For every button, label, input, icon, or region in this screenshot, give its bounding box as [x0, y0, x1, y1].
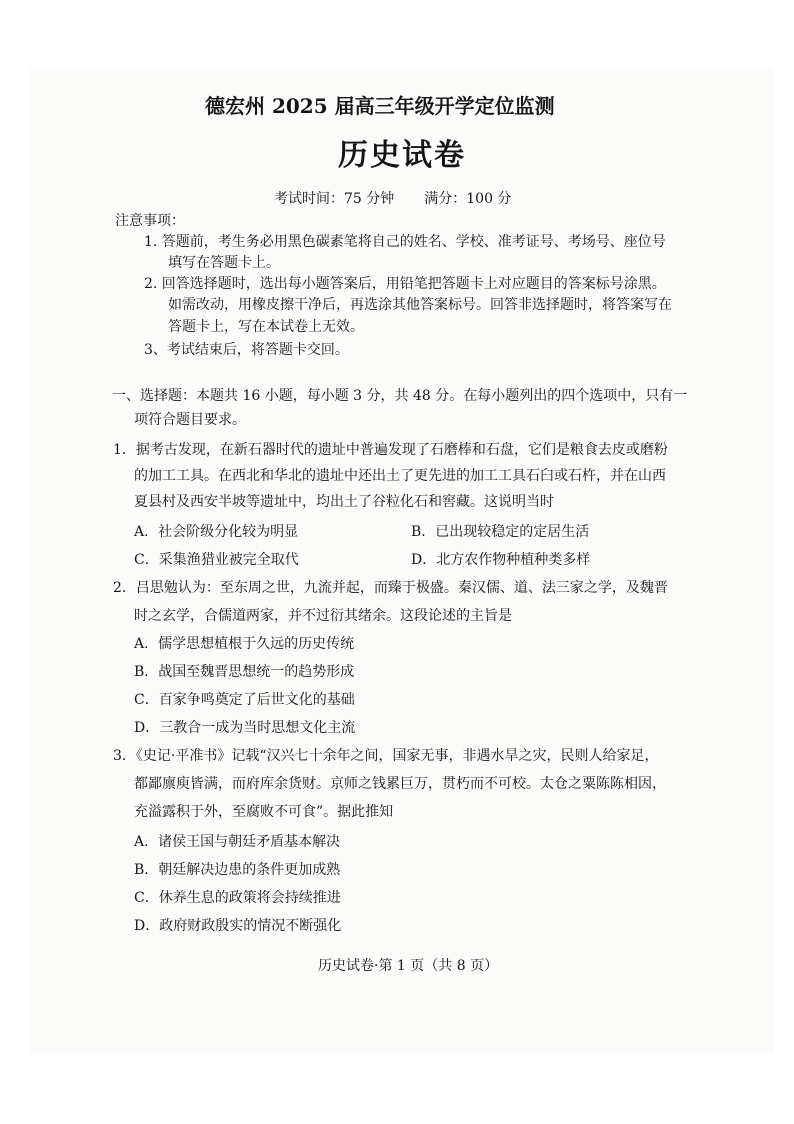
page-footer: 历史试卷·第 1 页（共 8 页）	[318, 958, 499, 974]
section-1-line-1: 一、选择题：本题共 16 小题，每小题 3 分，共 48 分。在每小题列出的四个选项中，只有一	[112, 388, 688, 404]
q2-option-d: D．三教合一成为当时思想文化主流	[134, 720, 356, 736]
q3-option-b: B．朝廷解决边患的条件更加成熟	[134, 862, 341, 878]
exam-time: 考试时间：75 分钟	[274, 191, 395, 207]
q1-option-b: B．已出现较稳定的定居生活	[411, 524, 590, 540]
note-2-line-1: 2. 回答选择题时，选出每小题答案后，用铅笔把答题卡上对应题目的答案标号涂黑。	[144, 276, 666, 292]
q2-option-b: B．战国至魏晋思想统一的趋势形成	[134, 664, 355, 680]
note-2-line-3: 答题卡上，写在本试卷上无效。	[168, 319, 364, 335]
note-1-line-1: 1. 答题前，考生务必用黑色碳素笔将自己的姓名、学校、准考证号、考场号、座位号	[144, 234, 666, 250]
q3-stem-line-3: 充溢露积于外，至腐败不可食”。据此推知	[134, 804, 394, 820]
exam-score: 满分：100 分	[424, 191, 512, 207]
exam-meta	[274, 189, 511, 209]
q3-stem-line-2: 都鄙廪庾皆满，而府库余货财。京师之钱累巨万，贯朽而不可校。太仓之粟陈陈相因，	[134, 776, 666, 792]
q2-stem-line-1: 2．吕思勉认为：至东周之世，九流并起，而臻于极盛。秦汉儒、道、法三家之学，及魏晋	[113, 580, 668, 596]
q1-option-d: D．北方农作物种植种类多样	[411, 552, 591, 568]
q1-stem-line-1: 1．据考古发现，在新石器时代的遗址中普遍发现了石磨棒和石盘，它们是粮食去皮或磨粉	[113, 442, 668, 458]
note-1-line-2: 填写在答题卡上。	[168, 255, 280, 271]
q3-option-c: C．休养生息的政策将会持续推进	[134, 890, 341, 906]
q1-stem-line-3: 夏县村及西安半坡等遗址中，均出土了谷粒化石和窖藏。这说明当时	[134, 494, 554, 510]
q1-stem-line-2: 的加工工具。在西北和华北的遗址中还出土了更先进的加工工具石臼或石杵，并在山西	[134, 468, 666, 484]
q1-option-a: A．社会阶级分化较为明显	[134, 524, 299, 540]
exam-subject: 历史试卷	[338, 138, 466, 173]
notes-heading: 注意事项：	[115, 213, 185, 229]
exam-title: 德宏州 2025 届高三年级开学定位监测	[205, 94, 555, 118]
q3-option-a: A．诸侯王国与朝廷矛盾基本解决	[134, 834, 341, 850]
q2-stem-line-2: 时之玄学，合儒道两家，并不过衍其绪余。这段论述的主旨是	[134, 608, 512, 624]
q3-option-d: D．政府财政殷实的情况不断强化	[134, 918, 342, 934]
q1-option-c: C．采集渔猎业被完全取代	[134, 552, 299, 568]
q2-option-c: C．百家争鸣奠定了后世文化的基础	[134, 692, 355, 708]
note-3-line-1: 3、考试结束后，将答题卡交回。	[144, 342, 349, 358]
q2-option-a: A．儒学思想植根于久远的历史传统	[134, 636, 355, 652]
section-1-line-2: 项符合题目要求。	[134, 412, 246, 428]
note-2-line-2: 如需改动，用橡皮擦干净后，再选涂其他答案标号。回答非选择题时，将答案写在	[168, 297, 672, 313]
q3-stem-line-1: 3．《史记·平准书》记载“汉兴七十余年之间，国家无事，非遇水旱之灾，民则人给家足，	[113, 748, 659, 764]
